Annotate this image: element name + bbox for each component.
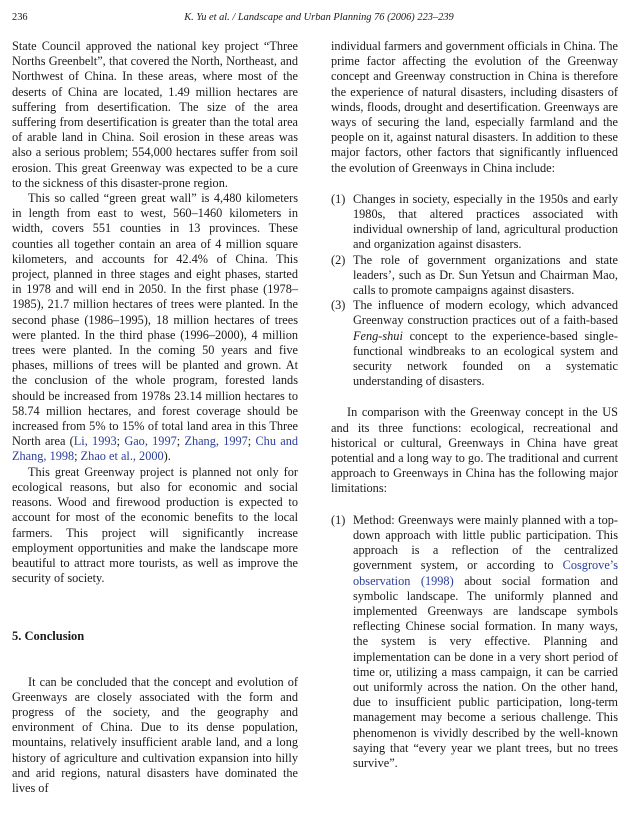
- citation-link[interactable]: Gao, 1997: [124, 434, 177, 449]
- page-header: [12, 12, 626, 28]
- section-heading: 5. Conclusion: [12, 629, 85, 644]
- page-number: 236: [12, 12, 28, 23]
- paragraph-economic-social: This great Greenway project is planned not only for ecological reasons, but also for economic and social reasons. Wood and firewood production is expected to account for most of the economic benefits to the local farmers. This project will significantly increase employment opportunities and make the landscape more beautiful to attract more tourists, as well as improve the security of society.: [12, 464, 298, 586]
- citation-link[interactable]: Chu and Zhang, 1998: [12, 434, 298, 464]
- list-marker: (1): [331, 191, 346, 206]
- paragraph-green-great-wall: [12, 191, 298, 465]
- italic-term: Feng-shui: [353, 328, 403, 343]
- list-item-text: concept to the experience-based single-functional windbreaks to an ecological system and security network founded on a systematic understanding of disasters.: [353, 328, 618, 389]
- list-item-text: Changes in society, especially in the 1950s and early 1980s, that altered practices associated with individual ownership of land, agricultural production and organization against disasters.: [353, 191, 618, 252]
- citation-separator: ;: [247, 434, 256, 449]
- list-item-text: The influence of modern ecology, which advanced Greenway construction practices out of a faith-based: [353, 298, 618, 328]
- list-item: [331, 253, 618, 299]
- citation-link[interactable]: Cosgrove’s observation (1998): [353, 558, 618, 588]
- paragraph-text: This so called “green great wall” is 4,480 kilometers in length from east to west, 560–1460 kilometers in width, covers 551 counties in 13 provinces. These counties all together contain an area of 4 million square kilometers, and accounts for 42.4% of China. This project, planned in three stages and eight phases, started in 1978 and will end in 2050. In the first phase (1978–1985), 21.7 million hectares of trees were planted. In the second phase (1986–1995), 18 million hectares of trees were planted. In the third phase (1996–2000), 4 million trees were planted. In the coming 50 years and five phases, millions of trees will be planted and grown. At the conclusion of the whole program, forested lands should be increased from 1978s 23.14 million hectares to 58.74 million hectares, and forest coverage should be increased from 5% to 15% of total land area in this Three North area (: [12, 191, 298, 449]
- list-marker: (3): [331, 298, 346, 313]
- paragraph-end: ).: [163, 449, 171, 464]
- list-item: [331, 513, 618, 771]
- paragraph-conclusion: It can be concluded that the concept and evolution of Greenways are closely associated with the form and progress of the society, and the geography and environment of China. Due to its dense population, mountains, relatively insufficient arable land, and a long history of agriculture and cultivation expansion into hilly and arid regions, natural disasters have dominated the lives of: [12, 674, 298, 795]
- citation-link[interactable]: Zhang, 1997: [184, 434, 248, 449]
- factors-list: [331, 192, 618, 390]
- list-item: [331, 298, 618, 389]
- paragraph-prime-factor: individual farmers and government officials in China. The prime factor affecting the evolution of the Greenway concept and Greenway construction in China is therefore the experience of natural disasters, including disasters of winds, floods, drought and desertification. Greenways are ways of securing the land, especially farmland and the people on it, against natural disasters. In addition to these major factors, other factors that significantly influenced the evolution of Greenways in China include:: [331, 39, 618, 175]
- list-marker: (2): [331, 252, 346, 267]
- list-marker: (1): [331, 512, 346, 527]
- paragraph-comparison: In comparison with the Greenway concept in the US and its three functions: ecological, recreational and historical or cultural, Greenways in China have great potential and a long way to go. The traditional and current approach to Greenways in China has the following major limitations:: [331, 405, 618, 496]
- list-item-text: Method: Greenways were mainly planned with a top-down approach with little public participation. This approach is a reflection of the centralized government system, or according to: [353, 512, 618, 573]
- right-column: [331, 39, 618, 771]
- limitations-list: [331, 513, 618, 771]
- paragraph-three-norths-intro: State Council approved the national key project “Three Norths Greenbelt”, that covered the North, Northeast, and Northwest of China. In these areas, where most of the deserts of China are located, 1.49 million hectares are suffering from desertification. The size of the area suffering from desertification is greater than the total area of arable land in China. Soil erosion in these areas was also a serious problem; 554,000 hectares suffer from soil erosion. This great Greenway was expected to be a cure to the sickness of this disaster-prone region.: [12, 39, 298, 190]
- citation-separator: ;: [116, 434, 125, 449]
- running-title: K. Yu et al. / Landscape and Urban Planning 76 (2006) 223–239: [184, 12, 454, 23]
- citation-link[interactable]: Zhao et al., 2000: [80, 449, 164, 464]
- list-item: [331, 192, 618, 253]
- left-column: [12, 39, 298, 796]
- citation-separator: ;: [74, 449, 81, 464]
- citation-link[interactable]: Li, 1993: [73, 434, 117, 449]
- citation-separator: ;: [176, 434, 185, 449]
- list-item-text: about social formation and symbolic landscape. The uniformly planned and implemented Greenways are landscape symbols reflecting Chinese social formation. In many ways, the system is very effective. Planning and implementation can be done in a very short period of time or, utilizing a mass campaign, it can be carried out uniformly across the nation. On the other hand, due to insufficient public participation, long-term management may become a serious challenge. This phenomenon is vividly described by the well-known saying that “every year we plant trees, but no trees survive”.: [353, 573, 619, 770]
- list-item-text: The role of government organizations and state leaders’, such as Dr. Sun Yetsun and Chairman Mao, calls to promote campaigns against disasters.: [353, 252, 618, 298]
